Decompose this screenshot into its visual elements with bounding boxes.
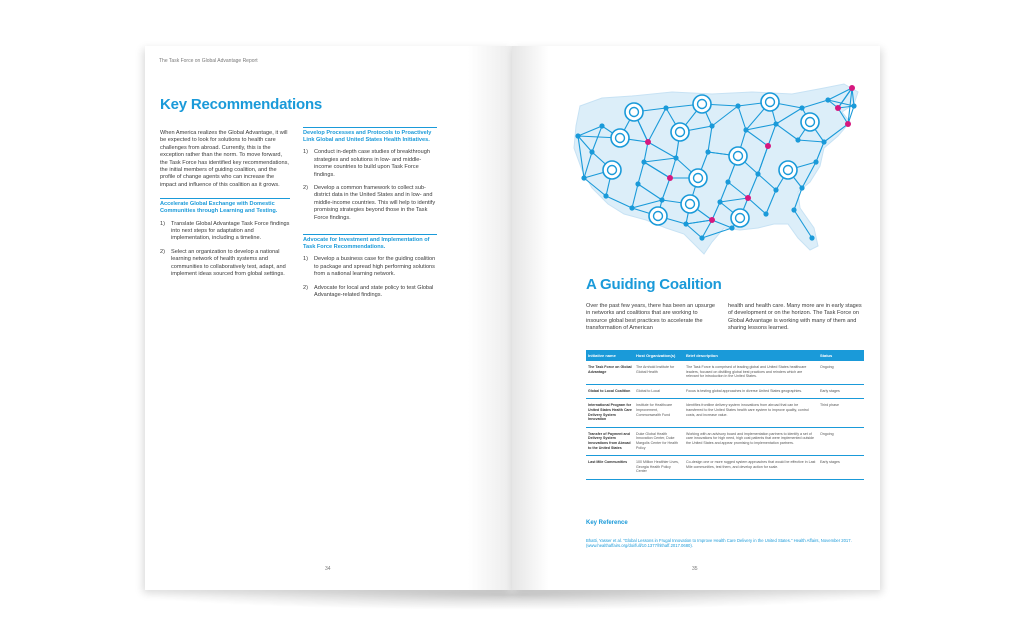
us-network-map-illustration — [562, 78, 872, 288]
host-organization: 100 Million Healthier Lives, Georgia Health Policy Center — [634, 456, 684, 480]
network-node-accent — [835, 105, 841, 111]
table-row — [586, 427, 864, 455]
network-node — [735, 103, 740, 108]
running-head: The Task Force on Global Advantage Report — [159, 58, 258, 64]
network-node — [773, 187, 778, 192]
initiative-name: Transfer of Payment and Delivery System Innovations from Abroad to the United States — [586, 427, 634, 455]
network-node — [603, 193, 608, 198]
brief-description: Co-design one or more rugged system approaches that would be effective in Last Mile communities, test them, and develop action for scale. — [684, 456, 818, 480]
network-node — [821, 139, 826, 144]
list-item: 2) Advocate for local and state policy to test Global Advantage-related findings. — [303, 284, 434, 299]
status: Ongoing — [818, 361, 864, 384]
network-hub-ring — [611, 129, 629, 147]
intro-column-1: Over the past few years, there has been an upsurge in networks and coalitions that are working to insource global best practices to accelerate the transformation of American — [586, 303, 716, 332]
left-column — [160, 130, 290, 285]
list-item: 1) Conduct in-depth case studies of breakthrough strategies and solutions in low- and middle-income countries to build upon Task Force findings. — [303, 149, 430, 178]
brief-description: Working with an advisory board and implementation partners to identify a set of care innovations for high need, high cost patients that were implemented outside the United States and appear promising to implementation partners. — [684, 427, 818, 455]
column-header: Status — [818, 350, 864, 361]
reference-citation: Bhatti, Yasser et al. "Global Lessons in Frugal Innovation to Improve Health Care Delivery in the United States." Health Affairs, November 2017. (www.healthaffairs.org/doi/full/10.1377/hlthaff.2017.0680). — [586, 538, 852, 549]
network-node — [795, 137, 800, 142]
host-organization: Duke Global Health Innovation Center, Duke Margolis Center for Health Policy — [634, 427, 684, 455]
network-node — [729, 225, 734, 230]
network-hub-ring — [729, 147, 747, 165]
brief-description: The Task Force is comprised of leading global and United States healthcare leaders, focused on distilling global best practices and reinders which are relevant for introduction in the United States. — [684, 361, 818, 384]
initiative-name: Global to Local Coalition — [586, 384, 634, 399]
network-node — [699, 235, 704, 240]
network-node — [635, 181, 640, 186]
page-number: 35 — [692, 566, 698, 572]
status: Third phase — [818, 399, 864, 427]
network-node — [581, 175, 586, 180]
list-item: 2) Develop a common framework to collect sub-district data in the United States and in low- and middle-income countries. This will help to identify promising strategies beyond those in the Task Force findings. — [303, 185, 436, 221]
network-node — [705, 149, 710, 154]
network-node-accent — [745, 195, 751, 201]
table-row — [586, 361, 864, 384]
column-header: Initiative name — [586, 350, 634, 361]
network-node — [773, 121, 778, 126]
host-organization: Global to Local — [634, 384, 684, 399]
host-organization: Institute for Healthcare Improvement, Commonwealth Fund — [634, 399, 684, 427]
initiative-name: Last Mile Communities — [586, 456, 634, 480]
network-hub-ring — [761, 93, 779, 111]
left-page — [145, 46, 512, 590]
key-reference-heading: Key Reference — [586, 520, 628, 526]
section-heading-exchange: Accelerate Global Exchange with Domestic Communities through Learning and Testing. — [160, 198, 290, 215]
column-header: Host Organization(s) — [634, 350, 684, 361]
network-node — [659, 197, 664, 202]
network-node — [813, 159, 818, 164]
list-item: 2) Select an organization to develop a national learning network of health systems and communities to collaboratively test, adapt, and implement ideas sourced from global settings. — [160, 248, 286, 278]
network-node — [851, 103, 856, 108]
network-node — [641, 159, 646, 164]
table-row — [586, 384, 864, 399]
network-hub-ring — [779, 161, 797, 179]
network-node — [755, 171, 760, 176]
network-node — [743, 127, 748, 132]
network-node — [799, 185, 804, 190]
column-header: Brief description — [684, 350, 818, 361]
network-node — [683, 221, 688, 226]
intro-column-2: health and health care. Many more are in early stages of development or on the horizon. The Task Force on Global Advantage is working with many of them and sharing lessons learned. — [728, 303, 862, 332]
section-heading-processes: Develop Processes and Protocols to Proactively Link Global and United States Health Initiatives. — [303, 127, 437, 144]
network-node — [725, 179, 730, 184]
status: Early stages — [818, 384, 864, 399]
network-hub-ring — [625, 103, 643, 121]
network-hub-ring — [671, 123, 689, 141]
network-node — [717, 199, 722, 204]
status: Ongoing — [818, 427, 864, 455]
network-node — [629, 205, 634, 210]
network-node — [763, 211, 768, 216]
brief-description: Focus is testing global approaches in diverse United States geographies. — [684, 384, 818, 399]
network-hub-ring — [689, 169, 707, 187]
coalition-table — [586, 350, 864, 480]
network-hub-ring — [681, 195, 699, 213]
network-node-accent — [849, 85, 855, 91]
initiative-name: International Program for United States Health Care Delivery System Innovation — [586, 399, 634, 427]
network-node — [599, 123, 604, 128]
initiative-name: The Task Force on Global Advantage — [586, 361, 634, 384]
right-page — [512, 46, 880, 590]
network-node — [825, 97, 830, 102]
section-title: A Guiding Coalition — [586, 276, 722, 293]
network-hub-ring — [731, 209, 749, 227]
host-organization: The Arnhold Institute for Global Health — [634, 361, 684, 384]
network-node-accent — [765, 143, 771, 149]
network-hub-ring — [801, 113, 819, 131]
network-node — [809, 235, 814, 240]
brief-description: Identifies frontline delivery system innovations from abroad that can be transferred to the United States health care system to improve quality, control costs, and increase value. — [684, 399, 818, 427]
right-column — [303, 127, 437, 306]
network-node-accent — [667, 175, 673, 181]
network-node-accent — [645, 139, 651, 145]
section-heading-advocate: Advocate for Investment and Implementation of Task Force Recommendations. — [303, 234, 437, 251]
network-node — [589, 149, 594, 154]
status: Early stages — [818, 456, 864, 480]
network-node — [575, 133, 580, 138]
network-hub-ring — [649, 207, 667, 225]
table-row — [586, 399, 864, 427]
list-item: 1) Translate Global Advantage Task Force findings into next steps for adaptation and implementation, including a timeline. — [160, 220, 290, 242]
page-title: Key Recommendations — [160, 96, 323, 113]
page-number: 34 — [325, 566, 331, 572]
table-header-row — [586, 350, 864, 361]
intro-paragraph: When America realizes the Global Advantage, it will be expected to look for solutions to health care challenges from abroad. Currently, this is the exception rather than the norm. To move forward, the Task Force has identified key recommendations, the initial members of guiding coalition, and the profile of change agents who can increase the impact and influence of this coalition as it grows. — [160, 130, 289, 188]
network-node-accent — [845, 121, 851, 127]
network-hub-ring — [603, 161, 621, 179]
list-item: 1) Develop a business case for the guiding coalition to package and spread high performing solutions from a national learning network. — [303, 256, 436, 278]
network-node-accent — [709, 217, 715, 223]
network-node — [673, 155, 678, 160]
network-node — [791, 207, 796, 212]
network-node — [709, 123, 714, 128]
network-node — [799, 105, 804, 110]
table-row — [586, 456, 864, 480]
network-node — [663, 105, 668, 110]
network-hub-ring — [693, 95, 711, 113]
